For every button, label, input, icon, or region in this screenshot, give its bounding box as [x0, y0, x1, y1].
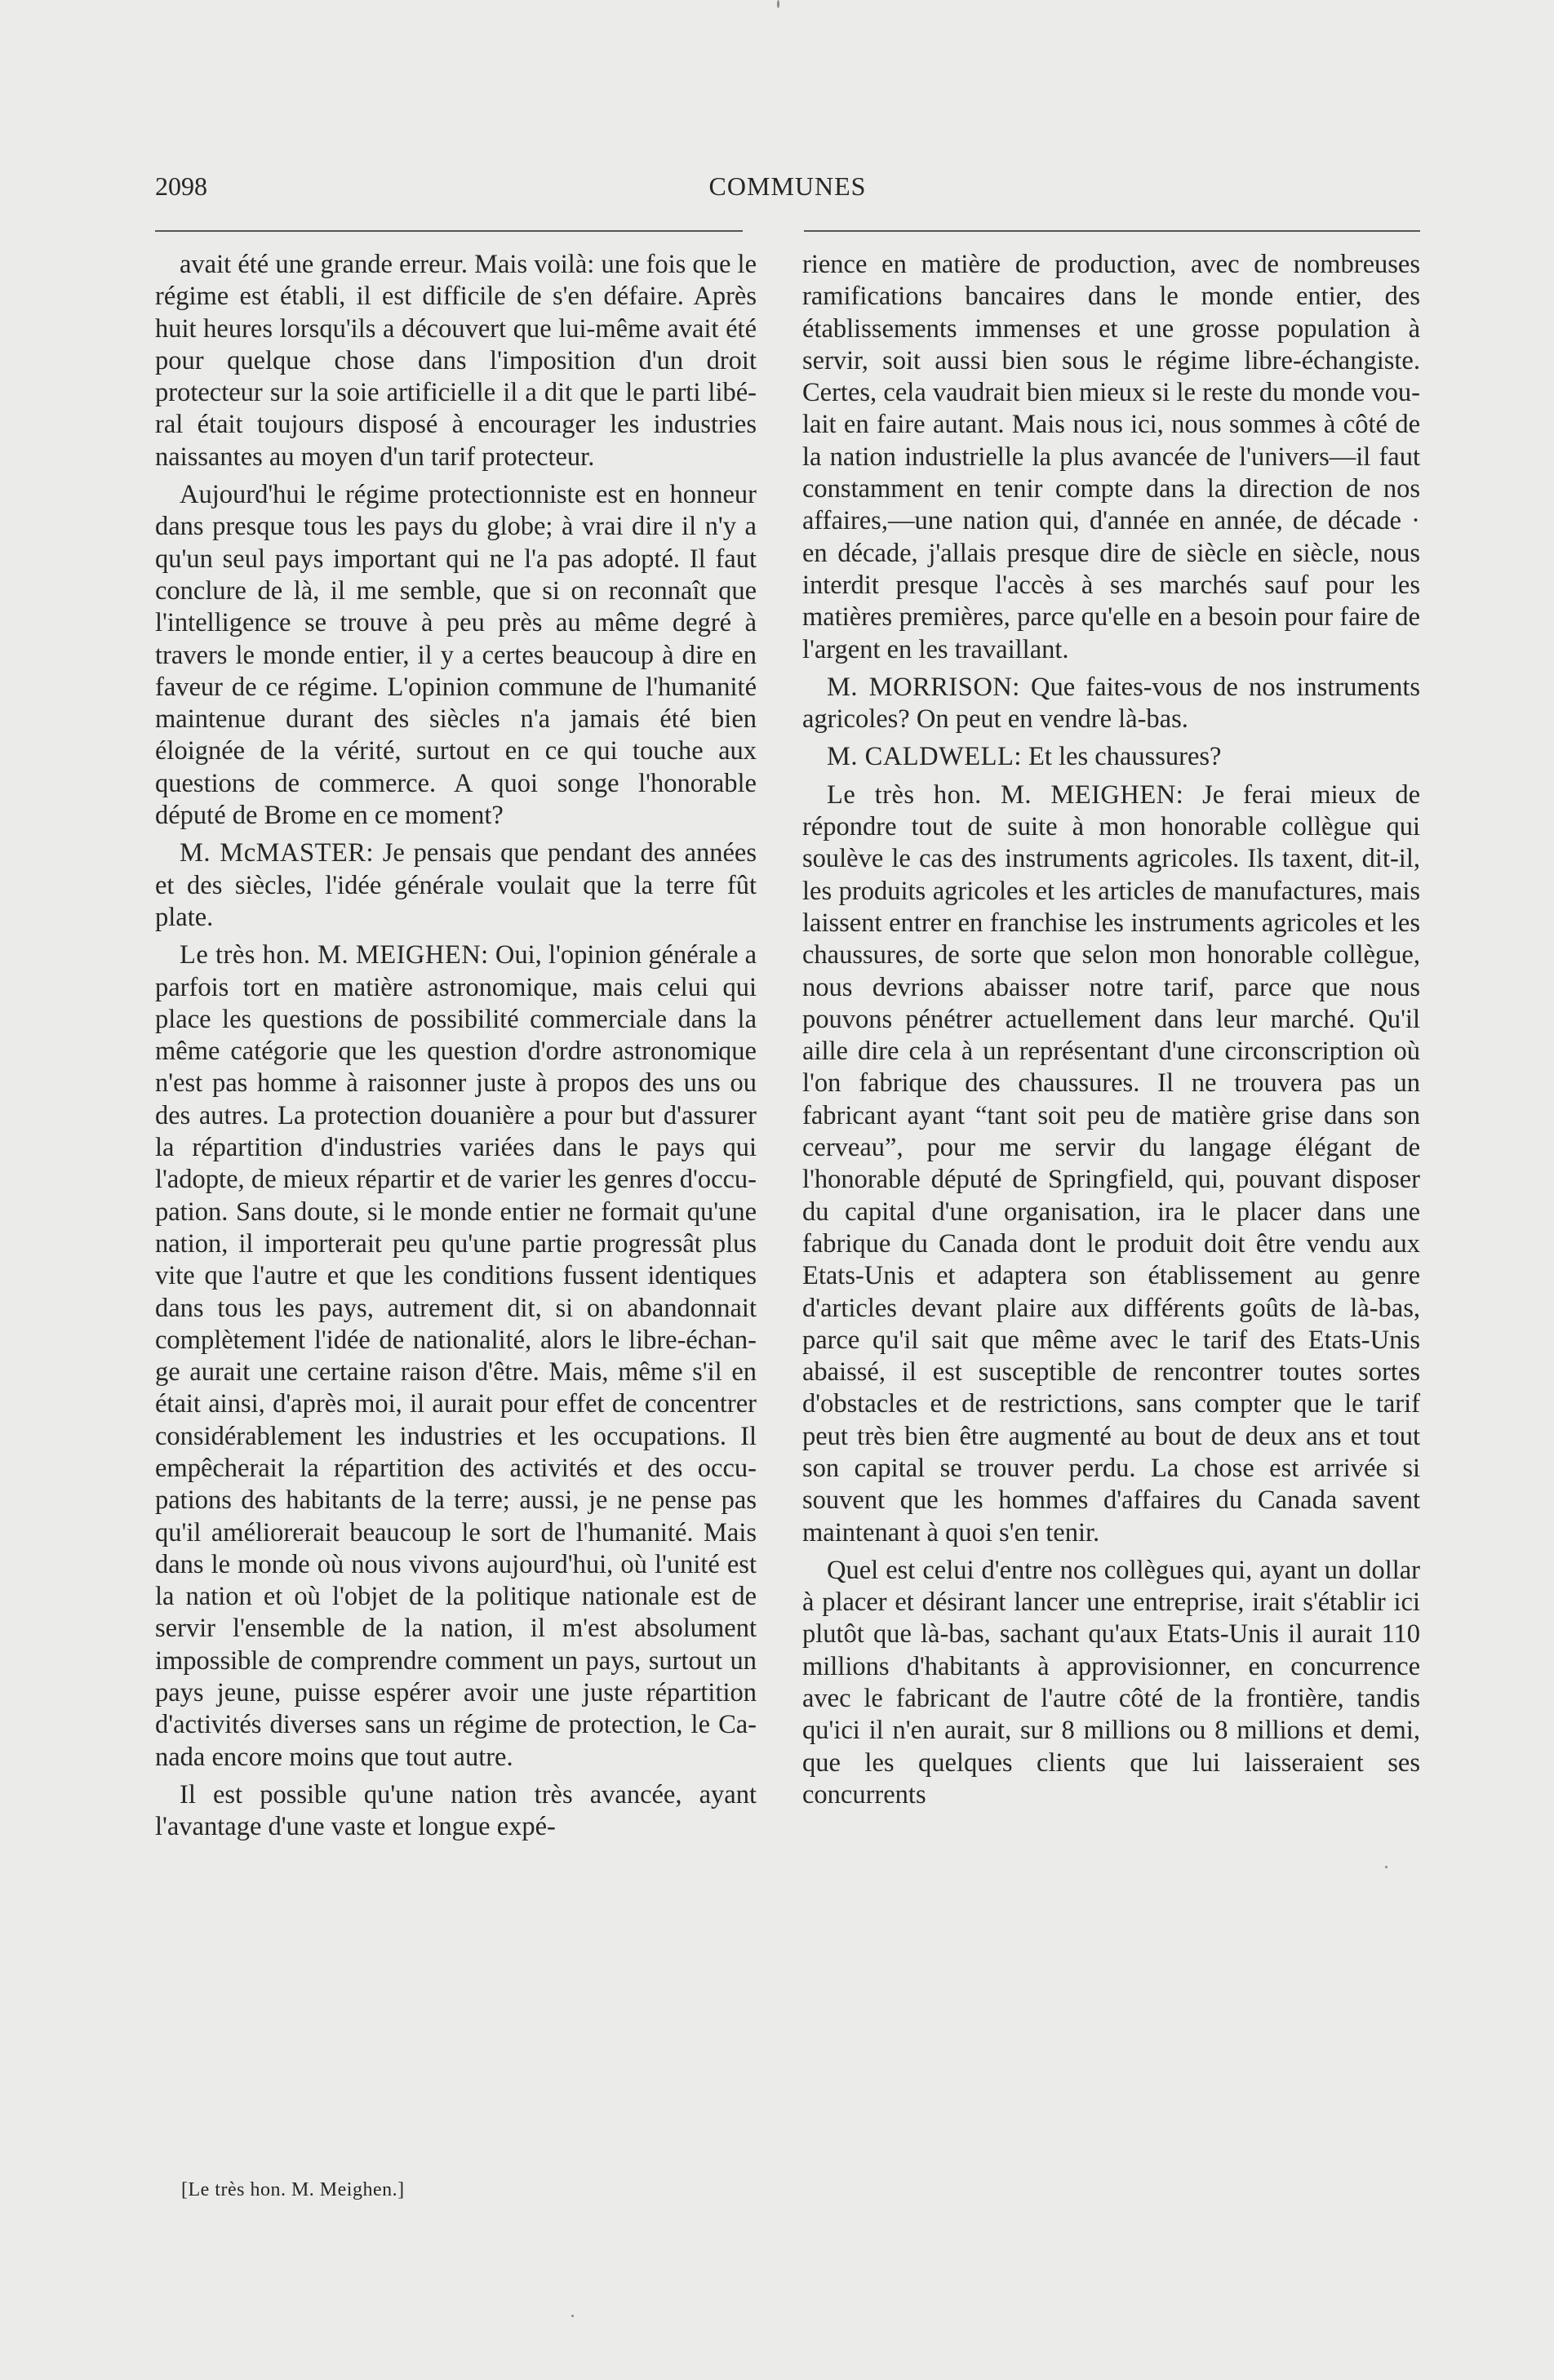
footnote: [Le très hon. M. Meighen.] — [181, 2179, 405, 2200]
paragraph-text: avait été une grande erreur. Mais voilà: une fois que le régime est établi, il est difficile de s'en défaire. Après huit heures lorsqu'ils a découvert que lui-même avait été pour quelque chose dans l'imposition d'un droit protecteur sur la soie artificielle il a dit que le parti libéral était toujours disposé à encourager les industries naissantes au moyen d'un tarif protecteur. — [155, 250, 757, 472]
speaker-name: M. McMASTER: — [180, 838, 374, 868]
speaker-name: Le très hon. M. MEIGHEN: — [180, 940, 489, 970]
paragraph-text: Aujourd'hui le régime protectionniste est en honneur dans presque tous les pays du globe; à vrai dire il n'y a qu'un seul pays important qui ne l'a pas adopté. Il faut conclure de là, il me semble, que si on reconnaît que l'intelligence se trouve à peu près au même degré à travers le monde entier, il y a certes beaucoup à dire en faveur de ce régime. L'opinion commune de l'humanité maintenue durant des siècles n'a jamais été bien éloignée de la vérité, surtout en ce qui touche aux questions de commerce. A quoi songe l'honorable député de Brome en ce moment? — [155, 480, 757, 831]
paragraph-text: rience en matière de production, avec de nombreuses ramifications bancaires dans le monde entier, des établissements immenses et une grosse population à servir, soit aussi bien sous le régime libre-échangiste. Certes, cela vaudrait bien mieux si le reste du monde voulait en faire autant. Mais nous ici, nous sommes à côté de la nation industrielle la plus avancée de l'univers—il faut constamment en tenir compte dans la direction de nos affaires,—une nation qui, d'année en année, de décade · en décade, j'allais presque dire de siècle en siècle, nous interdit presque l'accès à ses marchés sauf pour les matières premières, parce qu'elle en a besoin pour faire de l'argent en les travaillant. — [802, 250, 1420, 664]
scan-speck — [777, 0, 779, 8]
paragraph-text: Quel est celui d'entre nos collègues qui, ayant un dollar à placer et désirant lancer une entreprise, irait s'établir ici plutôt que là-bas, sachant qu'aux Etats-Unis il aurait 110 millions d'habitants à approvisionner, en concurrence avec le fabricant de l'autre côté de la frontière, tandis qu'ici il n'en aurait, sur 8 millions ou 8 millions et demi, que les quelques clients que lui laisseraient ses concurrents — [802, 1555, 1420, 1809]
speaker-name: Le très hon. M. MEIGHEN: — [827, 779, 1184, 810]
paragraph — [802, 1555, 1420, 1811]
paragraph-text: Je pensais que pendant des années et des siècles, l'idée générale voulait que la terre fût plate. — [155, 838, 757, 932]
speech-paragraph — [802, 672, 1420, 736]
paragraph — [155, 479, 757, 832]
paragraph-text: Je ferai mieux de répondre tout de suite à mon honorable collègue qui soulève le cas des instruments agricoles. Ils taxent, dit-il, les produits agricoles et les articles de manufactures, mais laissent entrer en franchise les instruments agricoles et les chaussures, de sorte que selon mon honorable collègue, nous devrions abaisser notre tarif, parce que nous pouvons pénétrer actuellement dans leur marché. Qu'il aille dire cela à un représentant d'une circonscription où l'on fabrique des chaussures. Il ne trouvera pas un fabricant ayant “tant soit peu de matière grise dans son cerveau”, pour me servir du langage élégant de l'honorable député de Springfield, qui, pouvant disposer du capital d'une organisation, ira le placer dans une fabrique du Canada dont le produit doit être vendu aux Etats-Unis et adaptera son établissement au genre d'articles devant plaire aux différents goûts de là-bas, parce qu'il sait que même avec le tarif des Etats-Unis abaissé, il est susceptible de rencontrer toutes sortes d'obstacles et de restrictions, sans compter que le tarif peut très bien être augmenté au bout de deux ans et tout son capital se trouver perdu. La chose est arrivée si souvent que les hommes d'affaires du Canada savent maintenant à quoi s'en tenir. — [802, 779, 1421, 1547]
speech-paragraph — [155, 939, 757, 1774]
paragraph — [155, 249, 757, 473]
scan-speck — [1385, 1866, 1388, 1868]
speaker-name: M. CALDWELL: — [827, 742, 1022, 772]
speech-paragraph — [155, 837, 757, 934]
paragraph — [802, 249, 1420, 666]
running-title: COMMUNES — [708, 171, 867, 201]
speech-paragraph — [802, 779, 1420, 1549]
header-rule-left — [155, 230, 743, 232]
page-number: 2098 — [155, 171, 207, 201]
paragraph — [155, 1779, 757, 1844]
paragraph-text: Que faites-vous de nos instruments agricoles? On peut en vendre là-bas. — [802, 672, 1421, 735]
header-rule-right — [804, 230, 1420, 232]
speaker-name: M. MORRISON: — [827, 672, 1020, 702]
speech-paragraph — [802, 741, 1420, 773]
left-column — [155, 249, 757, 1849]
scan-speck — [571, 2315, 574, 2317]
page-header — [155, 171, 1420, 212]
paragraph-text: Oui, l'opinion générale a parfois tort en matière astronomique, mais celui qui place les questions de possibilité commerciale dans la même catégorie que les question d'ordre astronomique n'est pas homme à raisonner juste à propos des uns ou des autres. La protection douanière a pour but d'assurer la répartition d'industries variées dans le pays qui l'adopte, de mieux répartir et de varier les genres d'occupation. Sans doute, si le monde entier ne formait qu'une nation, il importerait peu qu'une partie progressât plus vite que l'autre et que les conditions fussent identiques dans tous les pays, autrement dit, si on abandonnait complètement l'idée de nationalité, alors le libre-échange aurait une certaine raison d'être. Mais, même s'il en était ainsi, d'après moi, il aurait pour effet de concentrer considérablement les industries et les occupations. Il empêcherait la répartition des activités et des occupations des habitants de la terre; aussi, je ne pense pas qu'il améliorerait beaucoup le sort de l'humanité. Mais dans le monde où nous vivons aujourd'hui, où l'unité est la nation et où l'objet de la politique nationale est de servir l'ensemble de la nation, il m'est absolument impossible de comprendre comment un pays, surtout un pays jeune, puisse espérer avoir une juste répartition d'activités diverses sans un régime de protection, le Canada encore moins que tout autre. — [155, 940, 757, 1772]
paragraph-text: Et les chaussures? — [1028, 742, 1222, 772]
right-column — [802, 249, 1420, 1817]
paragraph-text: Il est possible qu'une nation très avancée, ayant l'avantage d'une vaste et longue expé- — [155, 1779, 757, 1842]
